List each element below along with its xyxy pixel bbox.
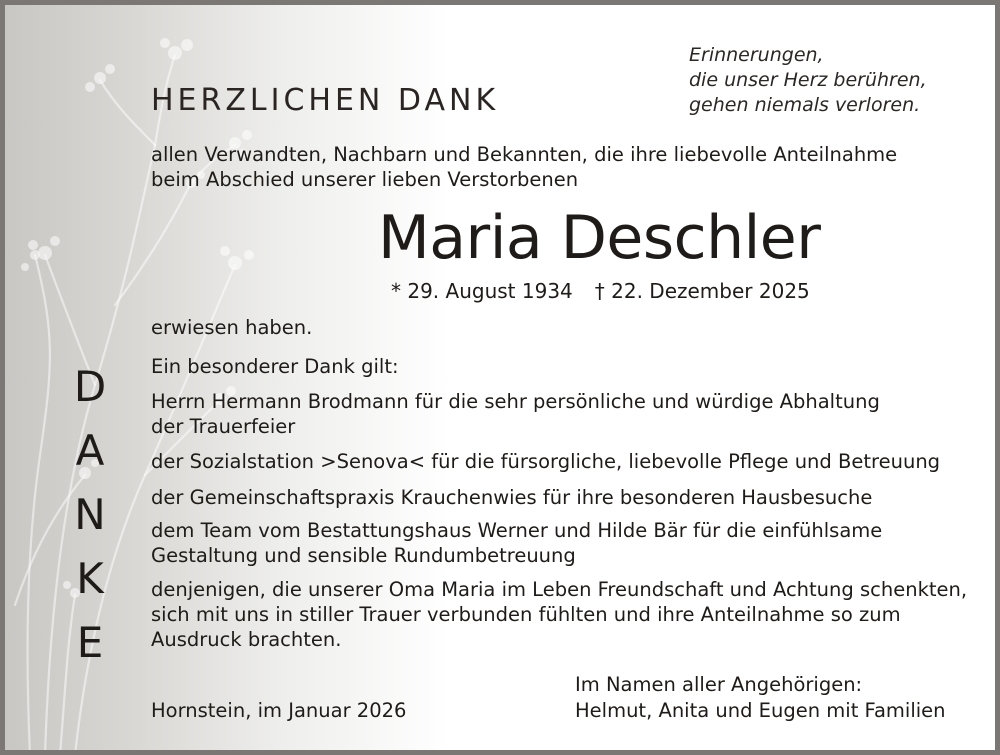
thanks-item-line: denjenigen, die unserer Oma Maria im Leben Freundschaft und Achtung schenkten, <box>151 578 968 601</box>
thanks-item-line: Gestaltung und sensible Rundumbetreuung <box>151 544 576 567</box>
quote-line: gehen niemals verloren. <box>689 94 921 116</box>
side-word-danke <box>67 355 113 675</box>
deceased-name: Maria Deschler <box>378 203 821 273</box>
side-letter: A <box>75 426 105 475</box>
birth-date: * 29. August 1934 <box>391 279 573 303</box>
death-date: † 22. Dezember 2025 <box>594 279 810 303</box>
thanks-item-line: der Trauerfeier <box>151 415 296 438</box>
intro-line: allen Verwandten, Nachbarn und Bekannten, die ihre liebevolle Anteilnahme <box>151 143 898 166</box>
thanks-item-line: Ausdruck brachten. <box>151 628 342 651</box>
thanks-item-line: Herrn Hermann Brodmann für die sehr persönliche und würdige Abhaltung <box>151 390 880 413</box>
thanks-item-line: der Sozialstation >Senova< für die fürsorgliche, liebevolle Pflege und Betreuung <box>151 450 941 473</box>
side-letter: N <box>74 490 106 539</box>
thanks-intro: Ein besonderer Dank gilt: <box>151 355 399 378</box>
side-letter: D <box>73 362 107 411</box>
heading-thanks: HERZLICHEN DANK <box>151 83 500 118</box>
thanks-item-line: sich mit uns in stiller Trauer verbunden fühlten und ihre Anteilnahme so zum <box>151 603 901 626</box>
place-date: Hornstein, im Januar 2026 <box>151 699 407 722</box>
intro-line: beim Abschied unserer lieben Verstorbenen <box>151 168 579 191</box>
signers: Helmut, Anita und Eugen mit Familien <box>575 699 946 722</box>
side-letter: K <box>76 554 104 603</box>
thanks-item-line: der Gemeinschaftspraxis Krauchenwies für ihre besonderen Hausbesuche <box>151 486 873 509</box>
life-dates <box>391 279 810 303</box>
side-letter: E <box>76 618 104 667</box>
quote-line: Erinnerungen, <box>689 44 824 66</box>
on-behalf-text: Im Namen aller Angehörigen: <box>575 673 863 696</box>
quote-line: die unser Herz berühren, <box>689 69 927 91</box>
thanks-item-line: dem Team vom Bestattungshaus Werner und Hilde Bär für die einfühlsame <box>151 519 883 542</box>
memorial-quote <box>689 43 927 118</box>
closing-phrase: erwiesen haben. <box>151 316 313 339</box>
